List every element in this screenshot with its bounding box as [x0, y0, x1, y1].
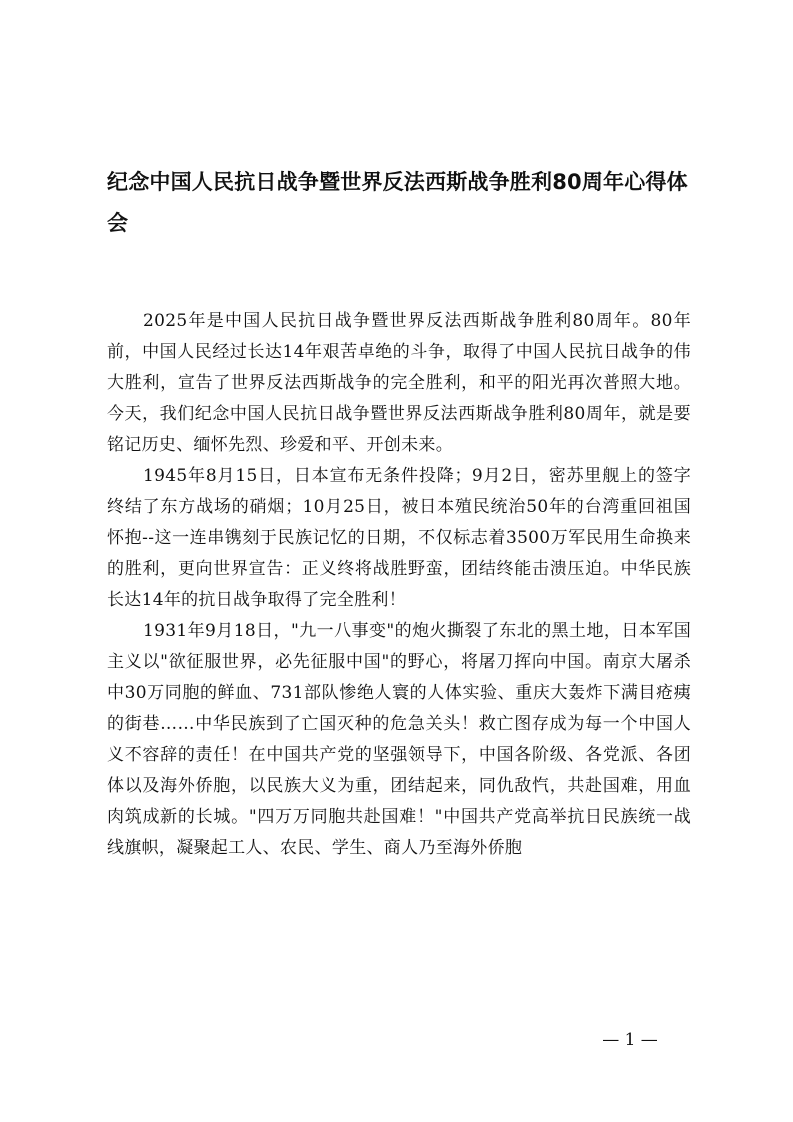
page-number: — 1 —: [602, 1030, 658, 1050]
document-title: 纪念中国人民抗日战争暨世界反法西斯战争胜利80周年心得体会: [107, 170, 688, 235]
document-body: [107, 306, 691, 864]
paragraph: 1931年9月18日，"九一八事变"的炮火撕裂了东北的黑土地，日本军国主义以"欲征服世界，必先征服中国"的野心，将屠刀挥向中国。南京大屠杀中30万同胞的鲜血、731部队惨绝人寰的人体实验、重庆大轰炸下满目疮痍的街巷……中华民族到了亡国灭种的危急关头！救亡图存成为每一个中国人义不容辞的责任！在中国共产党的坚强领导下，中国各阶级、各党派、各团体以及海外侨胞，以民族大义为重，团结起来，同仇敌忾，共赴国难，用血肉筑成新的长城。"四万万同胞共赴国难！"中国共产党高举抗日民族统一战线旗帜，凝聚起工人、农民、学生、商人乃至海外侨胞: [107, 621, 691, 858]
paragraph: 1945年8月15日，日本宣布无条件投降；9月2日，密苏里舰上的签字终结了东方战场的硝烟；10月25日，被日本殖民统治50年的台湾重回祖国怀抱--这一连串镌刻于民族记忆的日期，不仅标志着3500万军民用生命换来的胜利，更向世界宣告：正义终将战胜野蛮，团结终能击溃压迫。中华民族长达14年的抗日战争取得了完全胜利！: [107, 466, 691, 610]
paragraph: 2025年是中国人民抗日战争暨世界反法西斯战争胜利80周年。80年前，中国人民经过长达14年艰苦卓绝的斗争，取得了中国人民抗日战争的伟大胜利，宣告了世界反法西斯战争的完全胜利，和平的阳光再次普照大地。今天，我们纪念中国人民抗日战争暨世界反法西斯战争胜利80周年，就是要铭记历史、缅怀先烈、珍爱和平、开创未来。: [107, 311, 691, 455]
